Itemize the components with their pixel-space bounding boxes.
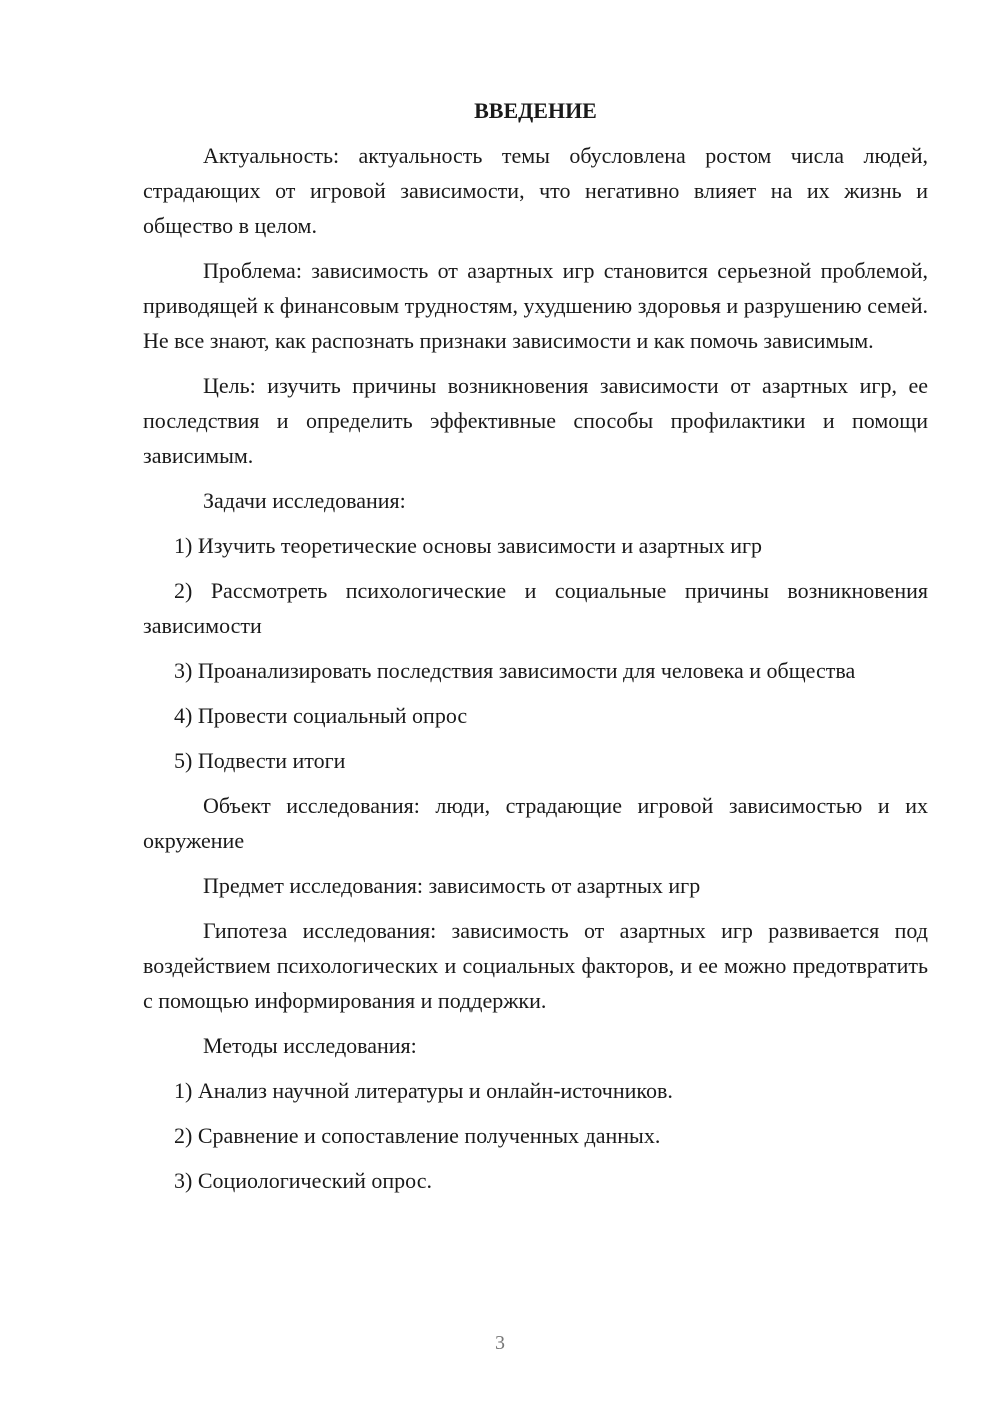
task-item: 2) Рассмотреть психологические и социальные причины возникновения зависимости (143, 578, 928, 638)
section-title: ВВЕДЕНИЕ (474, 98, 597, 123)
tasks-heading: Задачи исследования: (203, 488, 406, 513)
subject-paragraph: Предмет исследования: зависимость от азартных игр (203, 873, 701, 898)
method-item: 1) Анализ научной литературы и онлайн-источников. (174, 1078, 673, 1103)
hypothesis-paragraph: Гипотеза исследования: зависимость от азартных игр развивается под воздействием психологических и социальных факторов, и ее можно предотвратить с помощью информирования и поддержки. (143, 918, 928, 1013)
task-item: 5) Подвести итоги (174, 748, 346, 773)
methods-heading: Методы исследования: (203, 1033, 417, 1058)
page-number: 3 (495, 1332, 505, 1354)
method-item: 2) Сравнение и сопоставление полученных данных. (174, 1123, 661, 1148)
task-item: 4) Провести социальный опрос (174, 703, 468, 728)
task-item: 1) Изучить теоретические основы зависимости и азартных игр (174, 533, 763, 558)
method-item: 3) Социологический опрос. (174, 1168, 432, 1193)
goal-paragraph: Цель: изучить причины возникновения зависимости от азартных игр, ее последствия и определить эффективные способы профилактики и помощи зависимым. (143, 373, 928, 468)
object-paragraph: Объект исследования: люди, страдающие игровой зависимостью и их окружение (143, 793, 928, 853)
task-item: 3) Проанализировать последствия зависимости для человека и общества (174, 658, 856, 683)
relevance-paragraph: Актуальность: актуальность темы обусловлена ростом числа людей, страдающих от игровой зависимости, что негативно влияет на их жизнь и общество в целом. (143, 143, 928, 238)
document-page (143, 96, 928, 1208)
problem-paragraph: Проблема: зависимость от азартных игр становится серьезной проблемой, приводящей к финансовым трудностям, ухудшению здоровья и разрушению семей. Не все знают, как распознать признаки зависимости и как помочь зависимым. (143, 258, 928, 353)
